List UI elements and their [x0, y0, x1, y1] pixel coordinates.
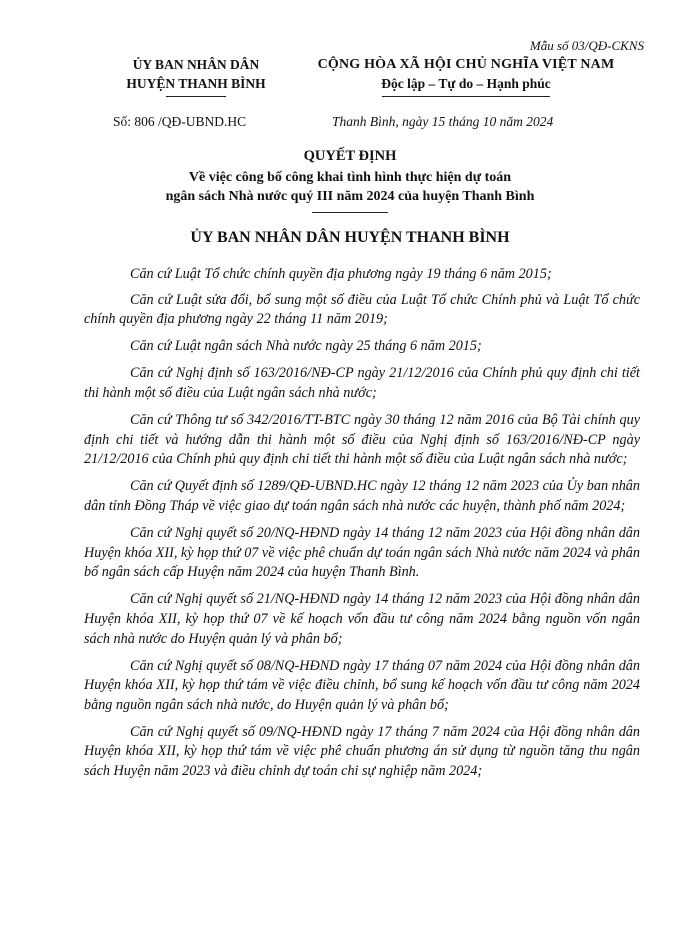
- national-header: [296, 55, 636, 93]
- document-number: Số: 806 /QĐ-UBND.HC: [113, 114, 247, 129]
- issuing-authority-line1: ỦY BAN NHÂN DÂN: [132, 57, 260, 72]
- document-subject-line2: ngân sách Nhà nước quý III năm 2024 của huyện Thanh Bình: [165, 189, 535, 204]
- national-title: CỘNG HÒA XÃ HỘI CHỦ NGHĨA VIỆT NAM: [317, 57, 615, 72]
- national-motto: Độc lập – Tự do – Hạnh phúc: [381, 76, 551, 91]
- document-title: QUYẾT ĐỊNH: [303, 148, 397, 164]
- issuing-body-heading: ỦY BAN NHÂN DÂN HUYỆN THANH BÌNH: [190, 229, 510, 246]
- legal-basis-paragraph: Căn cứ Nghị quyết số 08/NQ-HĐND ngày 17 tháng 07 năm 2024 của Hội đồng nhân dân Huyện khóa XII, kỳ họp thứ tám về việc điều chỉnh, bổ sung kế hoạch vốn đầu tư công năm 2024 bằng nguồn ngân sách nhà nước, do Huyện quản lý và phân bổ;: [84, 657, 640, 713]
- legal-basis-section: [84, 265, 640, 789]
- issuing-authority-line2: HUYỆN THANH BÌNH: [126, 76, 266, 91]
- document-subject-line1: Về việc công bố công khai tình hình thực hiện dự toán: [188, 170, 512, 185]
- title-underline: [312, 212, 388, 213]
- legal-basis-paragraph: Căn cứ Nghị định số 163/2016/NĐ-CP ngày 21/12/2016 của Chính phủ quy định chi tiết thi hành một số điều của Luật ngân sách nhà nước;: [84, 365, 640, 401]
- form-number: Mẫu số 03/QĐ-CKNS: [529, 38, 644, 53]
- legal-basis-paragraph: Căn cứ Luật sửa đổi, bổ sung một số điều của Luật Tổ chức Chính phủ và Luật Tổ chức chính quyền địa phương ngày 22 tháng 11 năm 2019;: [84, 291, 640, 328]
- legal-basis-paragraph: Căn cứ Quyết định số 1289/QĐ-UBND.HC ngày 12 tháng 12 năm 2023 của Ủy ban nhân dân tỉnh Đồng Tháp về việc giao dự toán ngân sách nhà nước các huyện, thành phố năm 2024;: [84, 478, 640, 514]
- place-and-date: Thanh Bình, ngày 15 tháng 10 năm 2024: [332, 114, 554, 129]
- legal-basis-paragraph: Căn cứ Nghị quyết số 09/NQ-HĐND ngày 17 tháng 7 năm 2024 của Hội đồng nhân dân Huyện khóa XII, kỳ họp thứ tám về việc phê chuẩn phương án sử dụng từ nguồn tăng thu ngân sách Huyện năm 2023 và điều chỉnh dự toán chi sự nghiệp năm 2024;: [84, 723, 640, 780]
- legal-basis-paragraph: Căn cứ Thông tư số 342/2016/TT-BTC ngày 30 tháng 12 năm 2016 của Bộ Tài chính quy định chi tiết và hướng dẫn thi hành một số điều của Nghị định số 163/2016/NĐ-CP ngày 21/12/2016 của Chính phủ quy định chi tiết thi hành một số điều của Luật ngân sách nhà nước;: [84, 412, 640, 468]
- motto-underline: [382, 96, 550, 97]
- left-header-underline: [166, 96, 226, 97]
- legal-basis-paragraph: Căn cứ Luật Tổ chức chính quyền địa phương ngày 19 tháng 6 năm 2015;: [130, 266, 552, 282]
- issuing-authority-header: [96, 55, 296, 93]
- legal-basis-paragraph: Căn cứ Nghị quyết số 21/NQ-HĐND ngày 14 tháng 12 năm 2023 của Hội đồng nhân dân Huyện khóa XII, kỳ họp thứ 07 về kế hoạch vốn đầu tư công năm 2024 bằng nguồn vốn ngân sách nhà nước do Huyện quản lý và phân bổ;: [84, 591, 640, 647]
- legal-basis-paragraph: Căn cứ Luật ngân sách Nhà nước ngày 25 tháng 6 năm 2015;: [130, 338, 482, 355]
- legal-basis-paragraph: Căn cứ Nghị quyết số 20/NQ-HĐND ngày 14 tháng 12 năm 2023 của Hội đồng nhân dân Huyện khóa XII, kỳ họp thứ 07 về việc phê chuẩn dự toán ngân sách Nhà nước năm 2024 và phân bổ ngân sách cấp Huyện năm 2024 của huyện Thanh Bình.: [84, 525, 640, 581]
